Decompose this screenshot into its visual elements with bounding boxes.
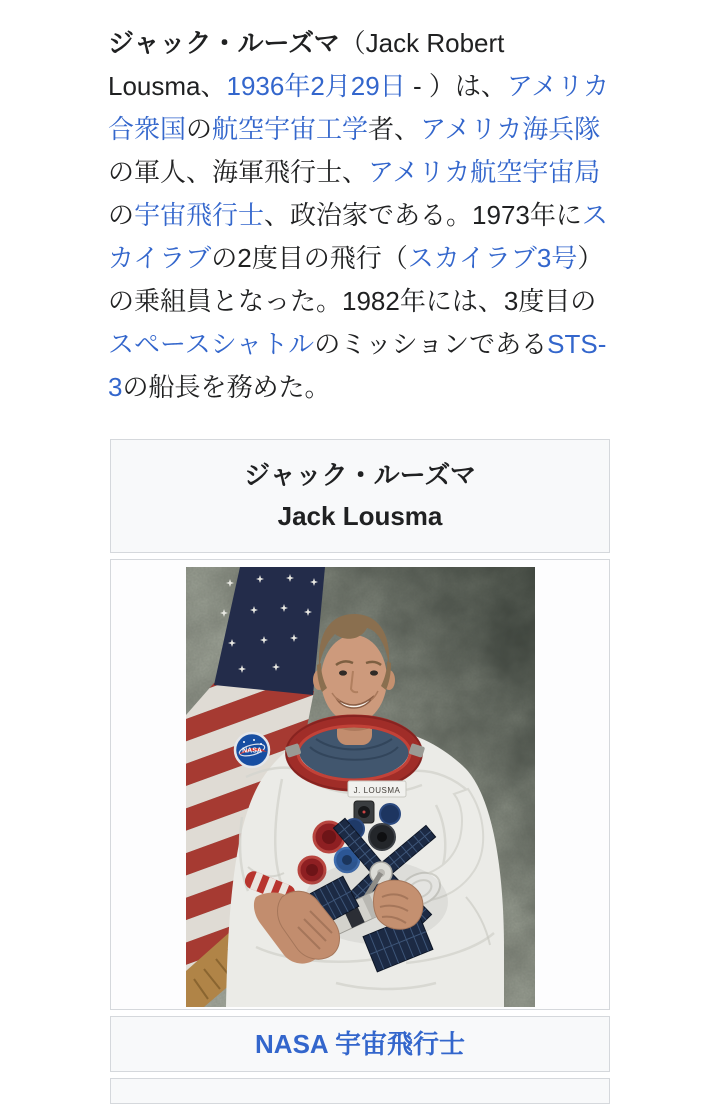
text-segment: の2度目の飛行（ [211, 243, 408, 273]
nasa-insignia-patch [235, 733, 269, 767]
text-segment: 、政治家である。1973年に [264, 200, 582, 230]
text-segment: の船長を務めた。 [122, 372, 331, 402]
wiki-link[interactable]: スペースシャトル [108, 329, 315, 359]
wiki-link[interactable]: アメリカ海兵隊 [420, 114, 601, 144]
text-segment: ジャック・ルーズマ [108, 28, 340, 58]
wiki-link[interactable]: アメリカ合衆国 [108, 71, 610, 144]
text-segment: ）の乗組員となった。1982年には、3度目の [108, 243, 604, 316]
infobox-title-en: Jack Lousma [277, 501, 443, 531]
wiki-link[interactable]: 宇宙飛行士 [134, 200, 265, 230]
wiki-link[interactable]: スカイラブ3号 [407, 243, 578, 273]
wiki-link[interactable]: 航空宇宙工学 [212, 114, 369, 144]
text-segment: の [186, 114, 213, 144]
wiki-link[interactable]: アメリカ航空宇宙局 [368, 157, 601, 187]
text-segment: の軍人、海軍飛行士、 [108, 157, 369, 187]
astronaut-portrait-photo[interactable] [186, 567, 535, 1007]
infobox-title-cell [110, 439, 610, 553]
intro-paragraph [108, 22, 610, 409]
name-tag-text: J. LOUSMA [353, 786, 400, 795]
caption-link[interactable]: NASA 宇宙飛行士 [255, 1029, 465, 1059]
text-segment: （Jack Robert Lousma、 [108, 28, 505, 101]
text-segment: 者、 [368, 114, 421, 144]
infobox-image-cell [110, 559, 610, 1010]
wiki-link[interactable]: スカイラブ [108, 200, 608, 273]
wiki-link[interactable]: 1936年2月29日 [226, 71, 406, 101]
infobox-title-ja: ジャック・ルーズマ [244, 460, 476, 490]
infobox-next-row-partial [110, 1078, 610, 1104]
text-segment: のミッションである [314, 329, 548, 359]
wiki-link[interactable]: STS-3 [108, 329, 607, 402]
text-segment: - ）は、 [405, 71, 507, 101]
astronaut-infobox [110, 439, 610, 1104]
nasa-patch-text: NASA [241, 747, 262, 755]
text-segment: の [108, 200, 135, 230]
infobox-caption-cell [110, 1016, 610, 1072]
suit-name-tag [348, 781, 406, 797]
